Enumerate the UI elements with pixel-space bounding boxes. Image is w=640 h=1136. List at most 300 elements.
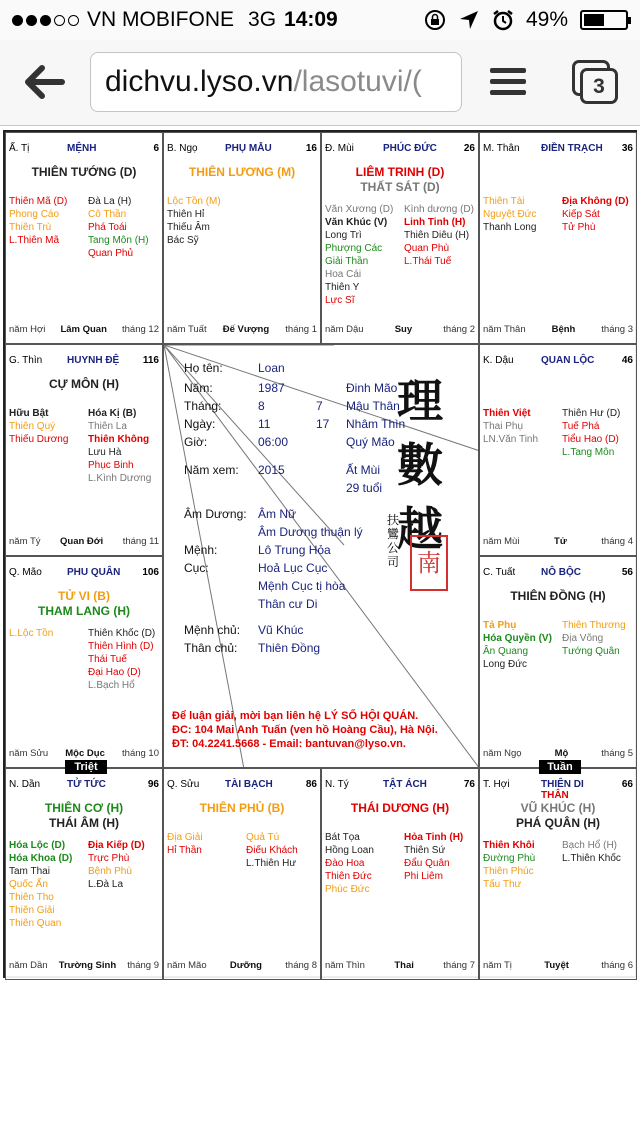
palace-name: PHÚC ĐỨC [383,143,437,154]
palace-month: tháng 3 [601,324,633,335]
main-star: PHÁ QUÂN (H) [516,816,600,830]
palace-name: PHỤ MẪU [225,143,272,154]
palace-year: năm Ngọ [483,748,522,759]
aux-stars-right [562,195,636,234]
palace-phase: Thai [394,960,414,971]
amduong-note: Âm Dương thuận lý [258,525,363,539]
aux-star: Quả Tú [246,832,280,843]
palace-year: năm Mùi [483,536,520,547]
contact-line-1: Để luận giải, mời bạn liên hệ LÝ SỐ HỘI QUÁN. [172,710,419,722]
palace-footer [483,536,633,547]
aux-star: Thiên Sứ [404,845,446,856]
palace-canchi: Ấ. Tị [9,143,30,154]
palace-name: PHU QUÂN [67,567,121,578]
aux-star: Hóa Quyền (V) [483,633,552,644]
palace-month: tháng 2 [443,324,475,335]
main-stars [6,377,162,392]
aux-star: Ân Quang [483,646,529,657]
aux-star: Tang Môn (H) [88,235,149,246]
aux-stars-right [88,839,162,891]
url-path: /lasotuvi/( [293,65,422,98]
main-star: CỰ MÔN (H) [49,377,119,391]
status-bar [0,0,640,40]
battery-icon [580,10,628,30]
triet-tag: Triệt [65,760,107,774]
aux-star: Linh Tinh (H) [404,217,466,228]
aux-star: Phong Cáo [9,209,60,220]
aux-star: Phượng Các [325,243,383,254]
aux-star: Đà La (H) [88,196,132,207]
aux-star: Thiên Thương [562,620,626,631]
palace-header [325,143,475,157]
palace-year: năm Tị [483,960,512,971]
palace-phase: Quan Đới [60,536,104,547]
main-stars [480,589,636,604]
aux-star: Địa Không (D) [562,196,629,207]
main-star: THAM LANG (H) [38,604,130,618]
aux-star: Quan Phủ [88,248,134,259]
aux-star: Lực Sĩ [325,295,355,306]
aux-star: Hoa Cái [325,269,362,280]
palace-header [9,355,159,369]
contact-line-2: ĐC: 104 Mai Anh Tuấn (ven hồ Hoàng Cầu), Hà Nội. [172,724,438,736]
aux-star: Hỉ Thần [167,845,202,856]
day-lunar: 17 [316,417,330,431]
month-lunar: 7 [316,399,323,413]
palace-age: 6 [153,143,159,154]
tabs-icon[interactable] [572,60,618,104]
chart-center-info [163,344,479,768]
aux-star: Tuế Phá [562,421,600,432]
palace-dau [479,344,637,556]
aux-star: Hóa Lộc (D) [9,840,66,851]
palace-age: 116 [142,355,159,366]
main-star: THÁI DƯƠNG (H) [350,801,450,815]
palace-name: TÀI BẠCH [225,779,273,790]
aux-star: Thiên Mã (D) [9,196,68,207]
main-stars [480,801,636,831]
aux-star: Bác Sỹ [167,235,199,246]
palace-age: 66 [621,779,633,790]
aux-star: L.Đà La [88,879,124,890]
aux-stars-right [562,839,636,865]
red-seal: 南 [410,535,448,591]
aux-star: L.Thiên Mã [9,235,60,246]
palace-name: NÔ BỘC [541,567,581,578]
palace-canchi: Q. Mão [9,567,42,578]
palace-phase: Bệnh [551,324,576,335]
palace-hoi [479,768,637,980]
aux-star: Thai Phụ [483,421,524,432]
palace-month: tháng 5 [601,748,633,759]
palace-than [479,132,637,344]
main-stars [322,801,478,816]
palace-phase: Trường Sinh [58,960,117,971]
palace-month: tháng 9 [127,960,159,971]
name-label: Họ tên: [184,361,223,375]
palace-name: ĐIỀN TRẠCH [541,143,603,154]
name-value: Loan [258,361,285,375]
aux-star: Hỏa Tinh (H) [404,832,464,843]
aux-star: Địa Võng [562,633,604,644]
main-star: TỬ VI (B) [58,589,110,603]
palace-canchi: K. Dậu [483,355,514,366]
aux-stars-left [483,195,561,234]
contact-info [172,709,478,751]
palace-footer [167,960,317,971]
browser-toolbar [0,40,640,126]
aux-star: Thiếu Âm [167,222,210,233]
aux-star: Quan Phù [404,243,450,254]
palace-age: 56 [621,567,633,578]
main-stars [6,589,162,619]
palace-month: tháng 10 [122,748,159,759]
palace-header [167,143,317,157]
aux-star: Đào Hoa [325,858,365,869]
aux-star: Địa Kiếp (D) [88,840,145,851]
rotation-lock-icon [424,9,446,31]
network-type: 3G [248,8,277,31]
palace-canchi: Q. Sửu [167,779,200,790]
aux-star: Thiên Hư (D) [562,408,621,419]
aux-star: Thiên Trù [9,222,52,233]
main-stars [164,801,320,816]
palace-header [9,567,159,581]
aux-star: L.Thiên Khốc [562,853,621,864]
palace-canchi: G. Thìn [9,355,43,366]
aux-stars-left [483,407,561,446]
palace-month: tháng 11 [122,536,159,547]
aux-stars-right [246,831,320,870]
palace-month: tháng 1 [285,324,317,335]
main-star: THIÊN CƠ (H) [44,801,124,815]
year-label: Năm: [184,381,213,395]
aux-star: L.Tang Môn [562,447,615,458]
age-value: 29 tuổi [346,481,383,495]
palace-footer [167,324,317,335]
aux-star: Hữu Bật [9,408,49,419]
amduong-value: Âm Nữ [258,507,297,521]
hour-label: Giờ: [184,435,208,449]
aux-star: Điếu Khách [246,845,298,856]
amduong-label: Âm Dương: [184,507,247,521]
palace-age: 86 [305,779,317,790]
palace-month: tháng 6 [601,960,633,971]
aux-star: Hóa Khoa (D) [9,853,73,864]
hour-value: 06:00 [258,435,289,449]
aux-star: Tử Phù [562,222,596,233]
aux-star: Thiên Tài [483,196,525,207]
aux-star: Quốc Ấn [9,879,48,890]
palace-ty [321,768,479,980]
palace-canchi: Đ. Mùi [325,143,354,154]
aux-star: Tả Phụ [483,620,517,631]
aux-star: Văn Xương (D) [325,204,394,215]
palace-header [483,355,633,369]
back-arrow-icon[interactable] [20,62,66,102]
palace-age: 16 [305,143,317,154]
palace-phase: Lâm Quan [60,324,107,335]
view-year-canchi: Ất Mùi [346,463,381,477]
palace-canchi: N. Tý [325,779,349,790]
palace-header [9,779,159,793]
aux-star: Tấu Thư [483,879,522,890]
year-canchi: Đinh Mão [346,381,398,395]
aux-star: Thiên Khôi [483,840,535,851]
signal-strength [12,15,79,26]
calligraphy-logo: 理 數 越 [397,374,443,556]
main-star: THẤT SÁT (D) [360,180,440,194]
palace-canchi: B. Ngọ [167,143,198,154]
aux-star: Thiên Thọ [9,892,54,903]
aux-star: Tướng Quân [562,646,620,657]
palace-year: năm Tý [9,536,41,547]
aux-star: Thiên Quan [9,918,62,929]
aux-star: Phúc Đức [325,884,370,895]
aux-stars-right [88,407,162,485]
main-star: THIÊN ĐỒNG (H) [510,589,606,603]
aux-stars-left [9,627,87,640]
palace-footer [9,324,159,335]
palace-canchi: T. Hợi [483,779,510,790]
aux-star: Thiên Hình (D) [88,641,154,652]
aux-star: L.Kình Dương [88,473,152,484]
aux-star: LN.Văn Tinh [483,434,539,445]
main-stars [6,801,162,831]
aux-stars-right [562,619,636,658]
main-star: THIÊN LƯƠNG (M) [188,165,296,179]
palace-phase: Đế Vượng [222,324,270,335]
palace-month: tháng 7 [443,960,475,971]
horoscope-chart [3,130,637,978]
palace-name: QUAN LỘC [541,355,595,366]
aux-star: Địa Giải [167,832,203,843]
day-canchi: Nhâm Thìn [346,417,406,431]
month-value: 8 [258,399,265,413]
aux-star: Thanh Long [483,222,537,233]
aux-star: Thiên Không [88,434,150,445]
aux-star: Trực Phù [88,853,130,864]
battery-percent: 49% [525,8,568,31]
aux-star: Thiên Hỉ [167,209,205,220]
palace-header [483,567,633,581]
aux-star: Thiếu Dương [9,434,69,445]
month-label: Tháng: [184,399,222,413]
aux-star: L.Thái Tuế [404,256,452,267]
palace-mao [5,556,163,768]
aux-star: Thái Tuế [88,654,127,665]
palace-year: năm Sửu [9,748,49,759]
aux-star: Đường Phù [483,853,536,864]
palace-month: tháng 12 [122,324,159,335]
aux-star: Long Trì [325,230,362,241]
palace-year: năm Tuất [167,324,207,335]
hour-canchi: Quý Mão [346,435,395,449]
aux-stars-right [404,203,478,268]
aux-stars-left [167,831,245,857]
palace-header [9,143,159,157]
contact-line-3: ĐT: 04.2241.5668 - Email: bantuvan@lyso.vn. [172,738,406,750]
aux-star: Giải Thần [325,256,369,267]
main-star: THIÊN PHỦ (B) [199,801,285,815]
aux-star: Tam Thai [9,866,50,877]
palace-footer [9,536,159,547]
aux-star: Lưu Hà [88,447,122,458]
aux-star: Thiên Diêu (H) [404,230,470,241]
palace-canchi: M. Thân [483,143,520,154]
palace-age: 36 [621,143,633,154]
cuc-label: Cục: [184,561,209,575]
aux-stars-left [9,839,87,930]
palace-name: TỬ TỨC [67,779,106,790]
aux-star: Bạch Hổ (H) [562,840,618,851]
palace-age: 46 [621,355,633,366]
than-position: Thân cư Di [258,597,318,611]
palace-name: HUYNH ĐỆ [67,355,120,366]
palace-dan [5,768,163,980]
palace-age: 96 [147,779,159,790]
cuc-relation: Mệnh Cục tị hòa [258,579,346,593]
palace-header [483,779,633,801]
palace-footer [9,748,159,759]
palace-age: 106 [142,567,159,578]
aux-star: Kình dương (D) [404,204,474,215]
month-canchi: Mậu Thân [346,399,400,413]
aux-star: Thiên La [88,421,127,432]
aux-star: Phi Liêm [404,871,443,882]
than-chu-label: Thân chủ: [184,641,238,655]
than-chu-value: Thiên Đồng [258,641,321,655]
aux-star: Tiểu Hao (D) [562,434,619,445]
palace-tuat [479,556,637,768]
main-star: VŨ KHÚC (H) [520,801,596,815]
menh-chu-value: Vũ Khúc [258,623,304,637]
aux-star: Thiên Việt [483,408,531,419]
aux-stars-right [404,831,478,883]
aux-star: Bệnh Phù [88,866,132,877]
aux-stars-left [483,839,561,891]
day-value: 11 [258,417,271,431]
palace-thin [5,344,163,556]
aux-stars-right [88,627,162,692]
main-star: LIÊM TRINH (D) [355,165,445,179]
carrier-name: VN MOBIFONE [87,8,235,31]
cuc-value: Hoả Lục Cục [258,561,328,575]
aux-star: Văn Khúc (V) [325,217,388,228]
aux-star: Thiên Đức [325,871,372,882]
aux-star: Thiên Giải [9,905,55,916]
aux-star: Bát Tọa [325,832,360,843]
palace-age: 76 [463,779,475,790]
aux-star: Nguyệt Đức [483,209,537,220]
aux-stars-left [167,195,245,247]
palace-phase: Mộ [554,748,569,759]
palace-phase: Tử [554,536,567,547]
palace-year: năm Hợi [9,324,46,335]
aux-star: L.Lộc Tồn [9,628,54,639]
palace-age: 26 [463,143,475,154]
palace-month: tháng 4 [601,536,633,547]
palace-phase: Suy [394,324,413,335]
palace-ngo [163,132,321,344]
palace-name: THIÊN DI THÂN [541,779,584,801]
palace-year: năm Mão [167,960,207,971]
palace-footer [325,324,475,335]
palace-name: MỆNH [67,143,97,154]
year-value: 1987 [258,381,285,395]
main-stars [6,165,162,180]
aux-star: Phục Binh [88,460,134,471]
view-year-label: Năm xem: [184,463,239,477]
palace-phase: Mộc Dục [65,748,105,759]
tab-count: 3 [580,68,618,104]
location-icon [458,9,480,31]
palace-month: tháng 8 [285,960,317,971]
palace-year: năm Dần [9,960,48,971]
aux-star: Thiên Y [325,282,360,293]
menh-value: Lô Trung Hỏa [258,543,331,557]
palace-footer [325,960,475,971]
clock: 14:09 [284,8,338,31]
aux-stars-left [9,195,87,247]
aux-star: Cô Thần [88,209,127,220]
url-domain: dichvu.lyso.vn [105,65,294,98]
palace-footer [483,748,633,759]
url-field[interactable] [90,52,462,112]
palace-footer [483,324,633,335]
palace-footer [9,960,159,971]
aux-star: Đẩu Quân [404,858,450,869]
aux-star: Thiên Phúc [483,866,534,877]
palace-canchi: N. Dần [9,779,41,790]
palace-ty-top [5,132,163,344]
aux-stars-left [483,619,561,671]
palace-header [483,143,633,157]
aux-star: Đại Hao (D) [88,667,141,678]
main-star: THÁI ÂM (H) [49,816,119,830]
aux-star: Hồng Loan [325,845,374,856]
palace-mui [321,132,479,344]
main-stars [322,165,478,195]
palace-header [325,779,475,793]
palace-canchi: C. Tuất [483,567,516,578]
aux-star: Lộc Tồn (M) [167,196,221,207]
aux-star: Thiên Khốc (D) [88,628,156,639]
aux-star: L.Bạch Hổ [88,680,135,691]
aux-stars-right [562,407,636,459]
aux-stars-left [325,831,403,896]
palace-name: TẬT ÁCH [383,779,427,790]
palace-phase: Tuyệt [544,960,569,971]
aux-star: Hóa Kị (B) [88,408,137,419]
aux-stars-right [88,195,162,260]
main-star: THIÊN TƯỚNG (D) [31,165,137,179]
palace-suu [163,768,321,980]
main-stars [164,165,320,180]
day-label: Ngày: [184,417,216,431]
palace-phase: Dưỡng [229,960,262,971]
palace-footer [483,960,633,971]
aux-star: Kiếp Sát [562,209,600,220]
menh-chu-label: Mệnh chủ: [184,623,241,637]
view-year-value: 2015 [258,463,285,477]
palace-year: năm Thân [483,324,526,335]
menu-icon[interactable] [490,68,526,98]
alarm-icon [492,9,514,31]
palace-year: năm Thìn [325,960,365,971]
aux-star: L.Thiên Hư [246,858,297,869]
palace-year: năm Dậu [325,324,364,335]
